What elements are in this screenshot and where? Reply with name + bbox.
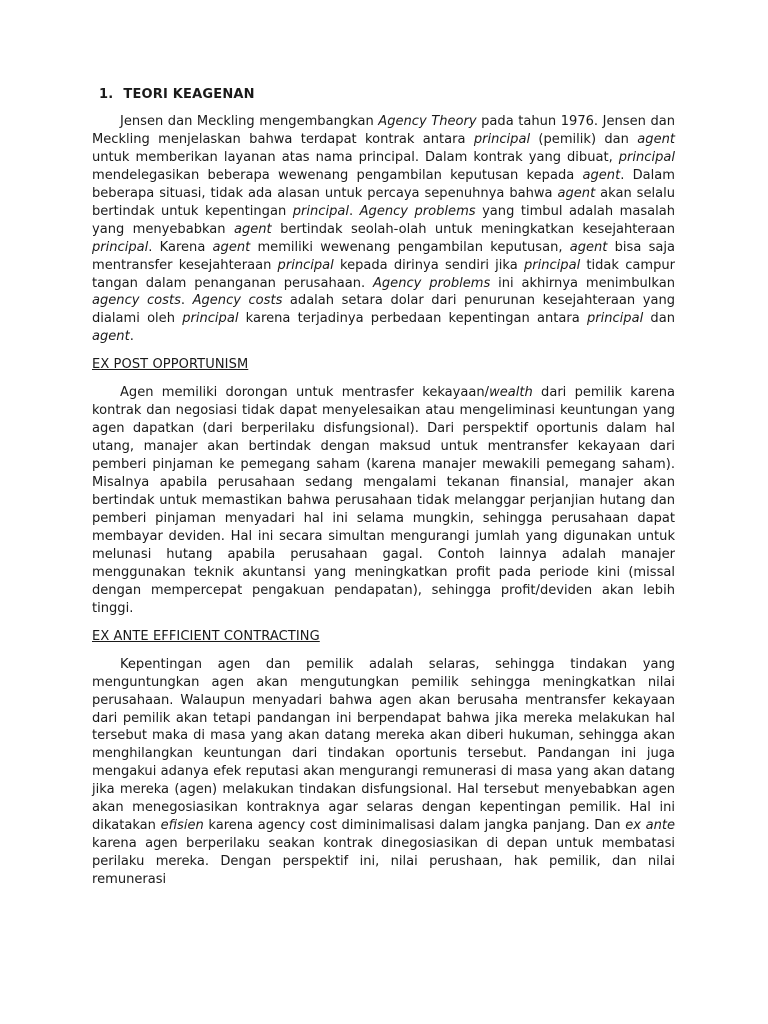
- text-run: .: [180, 293, 193, 309]
- italic-term: principal: [182, 311, 239, 327]
- subheading-ex-post-opportunism: EX POST OPPORTUNISM: [92, 357, 249, 373]
- italic-term: agency costs: [92, 293, 181, 309]
- italic-term: efisien: [160, 818, 204, 834]
- text-run: .: [348, 203, 360, 219]
- text-run: . Dalam beberapa situasi, tidak ada alasan untuk percaya sepenuhnya bahwa: [92, 167, 675, 201]
- section-heading: [99, 86, 675, 104]
- italic-term: principal: [586, 311, 644, 327]
- italic-term: principal: [277, 257, 334, 273]
- paragraph-ex-ante-efficient-contracting: [92, 656, 675, 889]
- text-run: (pemilik) dan: [530, 131, 638, 147]
- section-number: 1.: [99, 87, 114, 102]
- text-run: tidak campur tangan dalam penanganan perusahaan.: [92, 257, 675, 291]
- document-page: [92, 86, 675, 889]
- italic-term: principal: [618, 149, 675, 165]
- italic-term: Agency costs: [192, 293, 283, 309]
- paragraph-ex-post-opportunism: [92, 384, 675, 617]
- text-run: Kepentingan agen dan pemilik adalah selaras, sehingga tindakan yang menguntungkan agen akan mengutungkan pemilik sehingga meningkatkan nilai perusahaan. Walaupun menyadari bahwa agen akan berusaha mentransfer kekayaan dari pemilik akan tetapi pandangan ini berpendapat bahwa jika mereka melakukan hal tersebut maka di masa yang akan datang mereka akan diberi hukuman, sehingga akan menghilangkan keuntungan dari tindakan oportunis tersebut. Pandangan ini juga mengakui adanya efek reputasi akan mengurangi remunerasi di masa yang akan datang jika mereka (agen) melakukan tindakan disfungsional. Hal tersebut menyebabkan agen akan menegosiasikan kontraknya agar selaras dengan kepentingan pemilik. Hal ini dikatakan: [92, 656, 675, 834]
- text-run: Jensen dan Meckling mengembangkan: [120, 113, 379, 129]
- text-run: pada tahun 1976. Jensen dan Meckling menjelaskan bahwa terdapat kontrak antara: [92, 113, 675, 147]
- subheading-ex-ante-efficient-contracting: EX ANTE EFFICIENT CONTRACTING: [92, 628, 320, 644]
- text-run: .: [129, 329, 134, 345]
- text-run: akan selalu bertindak untuk kepentingan: [92, 185, 676, 219]
- italic-term: Agency problems: [359, 203, 476, 219]
- italic-term: agent: [569, 239, 608, 255]
- section-title: TEORI KEAGENAN: [123, 87, 255, 102]
- italic-term: principal: [473, 131, 531, 147]
- text-run: kepada dirinya sendiri jika: [333, 257, 524, 273]
- italic-term: agent: [557, 185, 596, 201]
- text-run: karena agen berperilaku seakan kontrak dinegosiasikan di depan untuk membatasi perilaku mereka. Dengan perspektif ini, nilai perushaan, hak pemilik, dan nilai remunerasi: [92, 836, 675, 888]
- italic-term: principal: [523, 257, 581, 273]
- text-run: karena agency cost diminimalisasi dalam jangka panjang. Dan: [203, 818, 626, 834]
- italic-term: ex ante: [625, 818, 676, 834]
- text-run: bisa saja mentransfer kesejahteraan: [92, 239, 675, 273]
- italic-term: wealth: [489, 385, 533, 401]
- text-run: dari pemilik karena kontrak dan negosiasi tidak dapat menyelesaikan atau mengeliminasi keuntungan yang agen dapatkan (dari berperilaku disfungsional). Dari perspektif oportunis dalam hal utang, manajer akan bertindak dengan maksud untuk mentransfer kekayaan dari pemberi pinjaman ke pemegang saham (karena manajer mewakili pemegang saham). Misalnya apabila perusahaan sedang mengalami tekanan finansial, manajer akan bertindak untuk memastikan bahwa perusahaan tidak melanggar perjanjian hutang dan pemberi pinjaman menyadari hal ini selama mungkin, sehingga perusahaan dapat membayar deviden. Hal ini secara simultan mengurangi jumlah yang digunakan untuk melunasi hutang apabila perusahaan gagal. Contoh lainnya adalah manajer menggunakan teknik akuntansi yang meningkatkan profit pada periode kini (missal dengan mempercepat pengakuan pendapatan), sehingga profit/deviden akan lebih tinggi.: [92, 385, 675, 616]
- italic-term: agent: [92, 329, 130, 345]
- text-run: yang timbul adalah masalah yang menyebabkan: [92, 203, 676, 237]
- text-run: untuk memberikan layanan atas nama principal. Dalam kontrak yang dibuat,: [92, 149, 619, 165]
- text-run: bertindak seolah-olah untuk meningkatkan kesejahteraan: [271, 221, 675, 237]
- italic-term: principal: [92, 239, 149, 255]
- text-run: ini akhirnya menimbulkan: [490, 275, 675, 291]
- text-run: Agen memiliki dorongan untuk mentrasfer kekayaan/: [120, 385, 490, 401]
- italic-term: Agency Theory: [378, 113, 477, 129]
- paragraph-teori-keagenan: [92, 113, 675, 346]
- italic-term: principal: [292, 203, 349, 219]
- text-run: dan: [643, 311, 675, 327]
- italic-term: agent: [212, 239, 251, 255]
- text-run: mendelegasikan beberapa wewenang pengambilan keputusan kepada: [92, 167, 583, 183]
- text-run: . Karena: [148, 239, 213, 255]
- italic-term: Agency problems: [372, 275, 491, 291]
- italic-term: agent: [233, 221, 272, 237]
- italic-term: agent: [637, 131, 675, 147]
- text-run: adalah setara dolar dari penurunan kesejahteraan yang dialami oleh: [92, 293, 675, 327]
- text-run: karena terjadinya perbedaan kepentingan antara: [238, 311, 587, 327]
- italic-term: agent: [582, 167, 621, 183]
- text-run: memiliki wewenang pengambilan keputusan,: [250, 239, 570, 255]
